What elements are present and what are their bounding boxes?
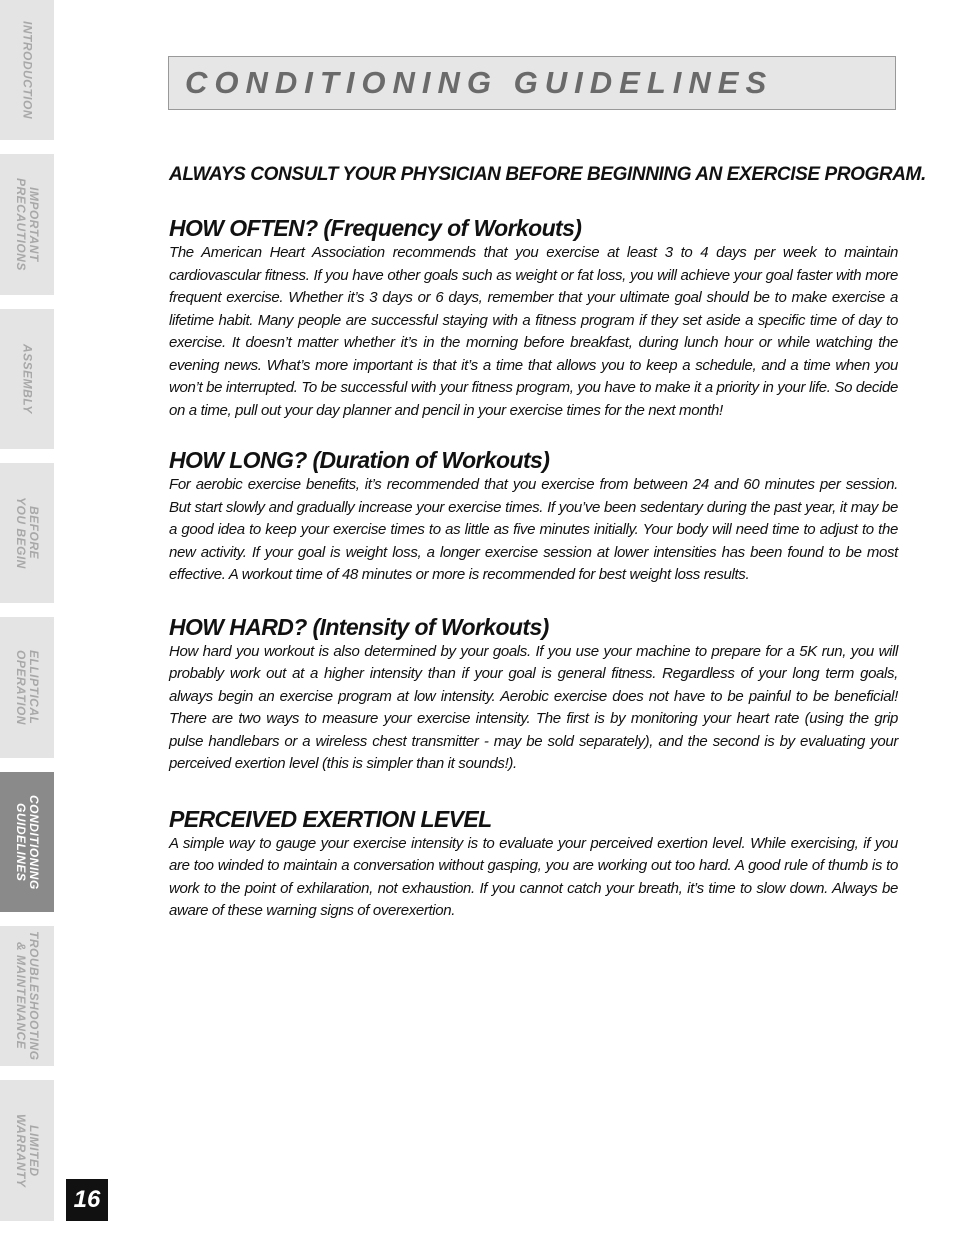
tab-assembly[interactable] — [0, 309, 54, 449]
section-heading: HOW OFTEN? (Frequency of Workouts) — [169, 215, 582, 241]
section-perceived-exertion — [169, 805, 898, 923]
section-how-hard — [169, 613, 898, 776]
tab-label: BEFORE YOU BEGIN — [14, 497, 41, 569]
section-body: How hard you workout is also determined by your goals. If you use your machine to prepare for a 5K run, you will probably work out at a higher intensity than if your goal is general fitness. Regardless of your long term goals, always begin an exercise program at low intensity. Aerobic exercise does not have to be painful to be beneficial! There are two ways to measure your exercise intensity. The first is by monitoring your heart rate (using the grip pulse handlebars or a wireless chest transmitter - may be sold separately), and the second is by evaluating your perceived exertion level (this is simpler than it sounds!). — [169, 642, 898, 772]
section-how-long — [169, 446, 898, 587]
tab-important-precautions[interactable] — [0, 154, 54, 295]
tab-troubleshooting-maintenance[interactable] — [0, 926, 54, 1066]
tab-label: ELLIPTICAL OPERATION — [14, 650, 41, 725]
tab-conditioning-guidelines[interactable] — [0, 772, 54, 912]
tab-elliptical-operation[interactable] — [0, 617, 54, 758]
tab-label: IMPORTANT PRECAUTIONS — [14, 178, 41, 271]
section-body: A simple way to gauge your exercise intensity is to evaluate your perceived exertion level. While exercising, if you are too winded to maintain a conversation without gasping, you are working out too hard. A good rule of thumb is to work to the point of exhilaration, not exhaustion. If you cannot catch your breath, it’s time to slow down. Always be aware of these warning signs of overexertion. — [169, 834, 898, 919]
section-heading: PERCEIVED EXERTION LEVEL — [169, 805, 492, 832]
tab-label: TROUBLESHOOTING & MAINTENANCE — [14, 931, 41, 1061]
tab-label: ASSEMBLY — [20, 344, 35, 414]
section-body: The American Heart Association recommends that you exercise at least 3 to 4 days per week to maintain cardiovascular fitness. If you have other goals such as weight or fat loss, you will achieve your goal faster with more frequent exercise. Whether it’s 3 days or 6 days, remember that your ultimate goal should be to make exercise a lifetime habit. Many people are successful staying with a fitness program if they set aside a specific time of day to exercise. It doesn’t matter whether it’s in the morning before breakfast, during lunch hour or while watching the evening news. What’s more important is that it’s a time that allows you to keep a schedule, and a time when you won’t be interrupted. To be successful with your fitness program, you have to make it a priority in your life. So decide on a time, pull out your day planner and pencil in your exercise times for the next month! — [169, 244, 898, 419]
section-tabs — [0, 0, 54, 1235]
physician-warning: ALWAYS CONSULT YOUR PHYSICIAN BEFORE BEGINNING AN EXERCISE PROGRAM. — [169, 164, 926, 185]
section-how-often — [169, 214, 898, 422]
tab-label: CONDITIONING GUIDELINES — [14, 794, 41, 890]
section-heading: HOW HARD? (Intensity of Workouts) — [169, 613, 549, 640]
section-body: For aerobic exercise benefits, it’s recommended that you exercise from between 24 and 60 minutes per session. But start slowly and gradually increase your exercise times. If you’ve been sedentary during the past year, it may be a good idea to keep your exercise times to as little as five minutes initially. Your body will need time to adjust to the new activity. If your goal is weight loss, a longer exercise session at lower intensities has been found to be most effective. A workout time of 48 minutes or more is recommended for best weight loss results. — [169, 476, 898, 583]
tab-introduction[interactable] — [0, 0, 54, 140]
tab-before-you-begin[interactable] — [0, 463, 54, 603]
tab-label: INTRODUCTION — [20, 21, 35, 119]
section-heading: HOW LONG? (Duration of Workouts) — [169, 447, 550, 473]
page-title-box — [168, 56, 896, 110]
main-content — [169, 164, 926, 946]
tab-limited-warranty[interactable] — [0, 1080, 54, 1221]
page-number: 16 — [66, 1179, 108, 1221]
tab-label: LIMITED WARRANTY — [14, 1113, 41, 1188]
page-title: CONDITIONING GUIDELINES — [185, 65, 774, 100]
